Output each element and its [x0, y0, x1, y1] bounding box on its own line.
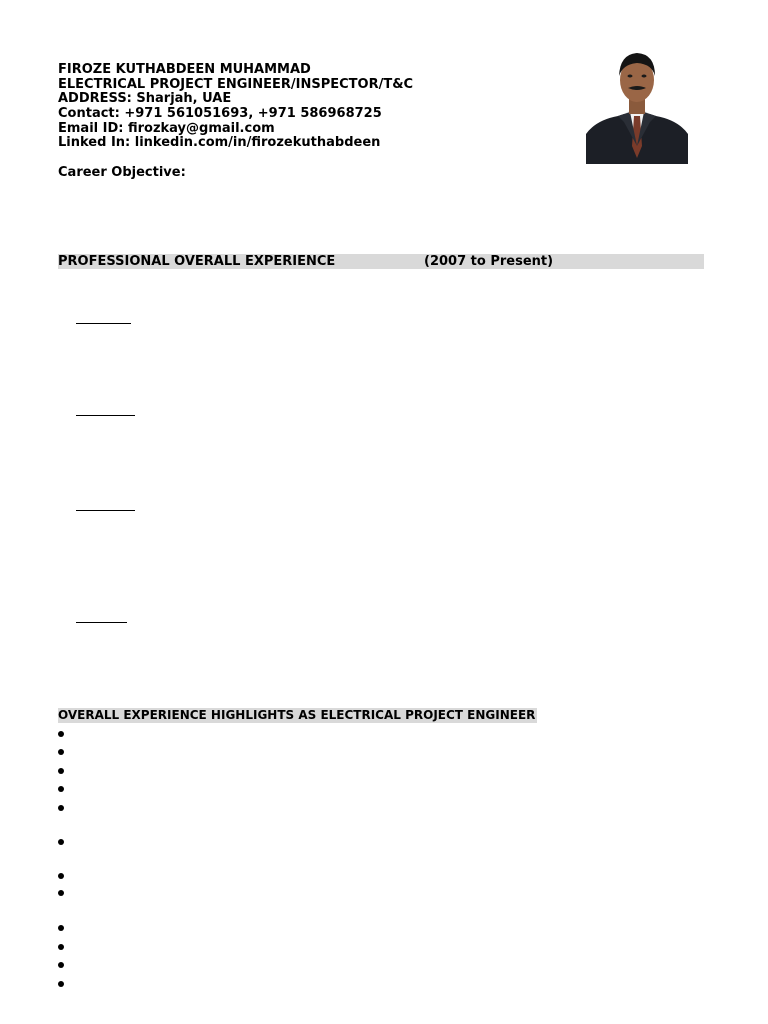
bullet-point: [58, 873, 64, 879]
career-objective-label: Career Objective:: [58, 165, 186, 180]
bullet-point: [58, 805, 64, 811]
company-underline: [76, 622, 127, 623]
address: ADDRESS: Sharjah, UAE: [58, 91, 232, 106]
company-underline: [76, 415, 135, 416]
contact-numbers: Contact: +971 561051693, +971 586968725: [58, 106, 382, 121]
experience-heading: PROFESSIONAL OVERALL EXPERIENCE: [58, 254, 336, 269]
experience-period: (2007 to Present): [424, 254, 554, 269]
bullet-point: [58, 944, 64, 950]
company-underline: [76, 510, 135, 511]
bullet-point: [58, 749, 64, 755]
bullet-point: [58, 731, 64, 737]
company-underline: [76, 323, 131, 324]
linkedin-profile: Linked In: linkedin.com/in/firozekuthabdeen: [58, 135, 381, 150]
bullet-point: [58, 981, 64, 987]
bullet-point: [58, 890, 64, 896]
profile-photo: [586, 46, 688, 164]
job-title: ELECTRICAL PROJECT ENGINEER/INSPECTOR/T&C: [58, 77, 414, 92]
bullet-point: [58, 839, 64, 845]
bullet-point: [58, 962, 64, 968]
bullet-point: [58, 786, 64, 792]
bullet-point: [58, 768, 64, 774]
highlights-heading: OVERALL EXPERIENCE HIGHLIGHTS AS ELECTRICAL PROJECT ENGINEER: [58, 708, 536, 722]
candidate-name: FIROZE KUTHABDEEN MUHAMMAD: [58, 62, 311, 77]
email-address: Email ID: firozkay@gmail.com: [58, 121, 275, 136]
bullet-point: [58, 925, 64, 931]
highlights-section-bar: [58, 708, 537, 723]
experience-section-bar: [58, 254, 704, 269]
